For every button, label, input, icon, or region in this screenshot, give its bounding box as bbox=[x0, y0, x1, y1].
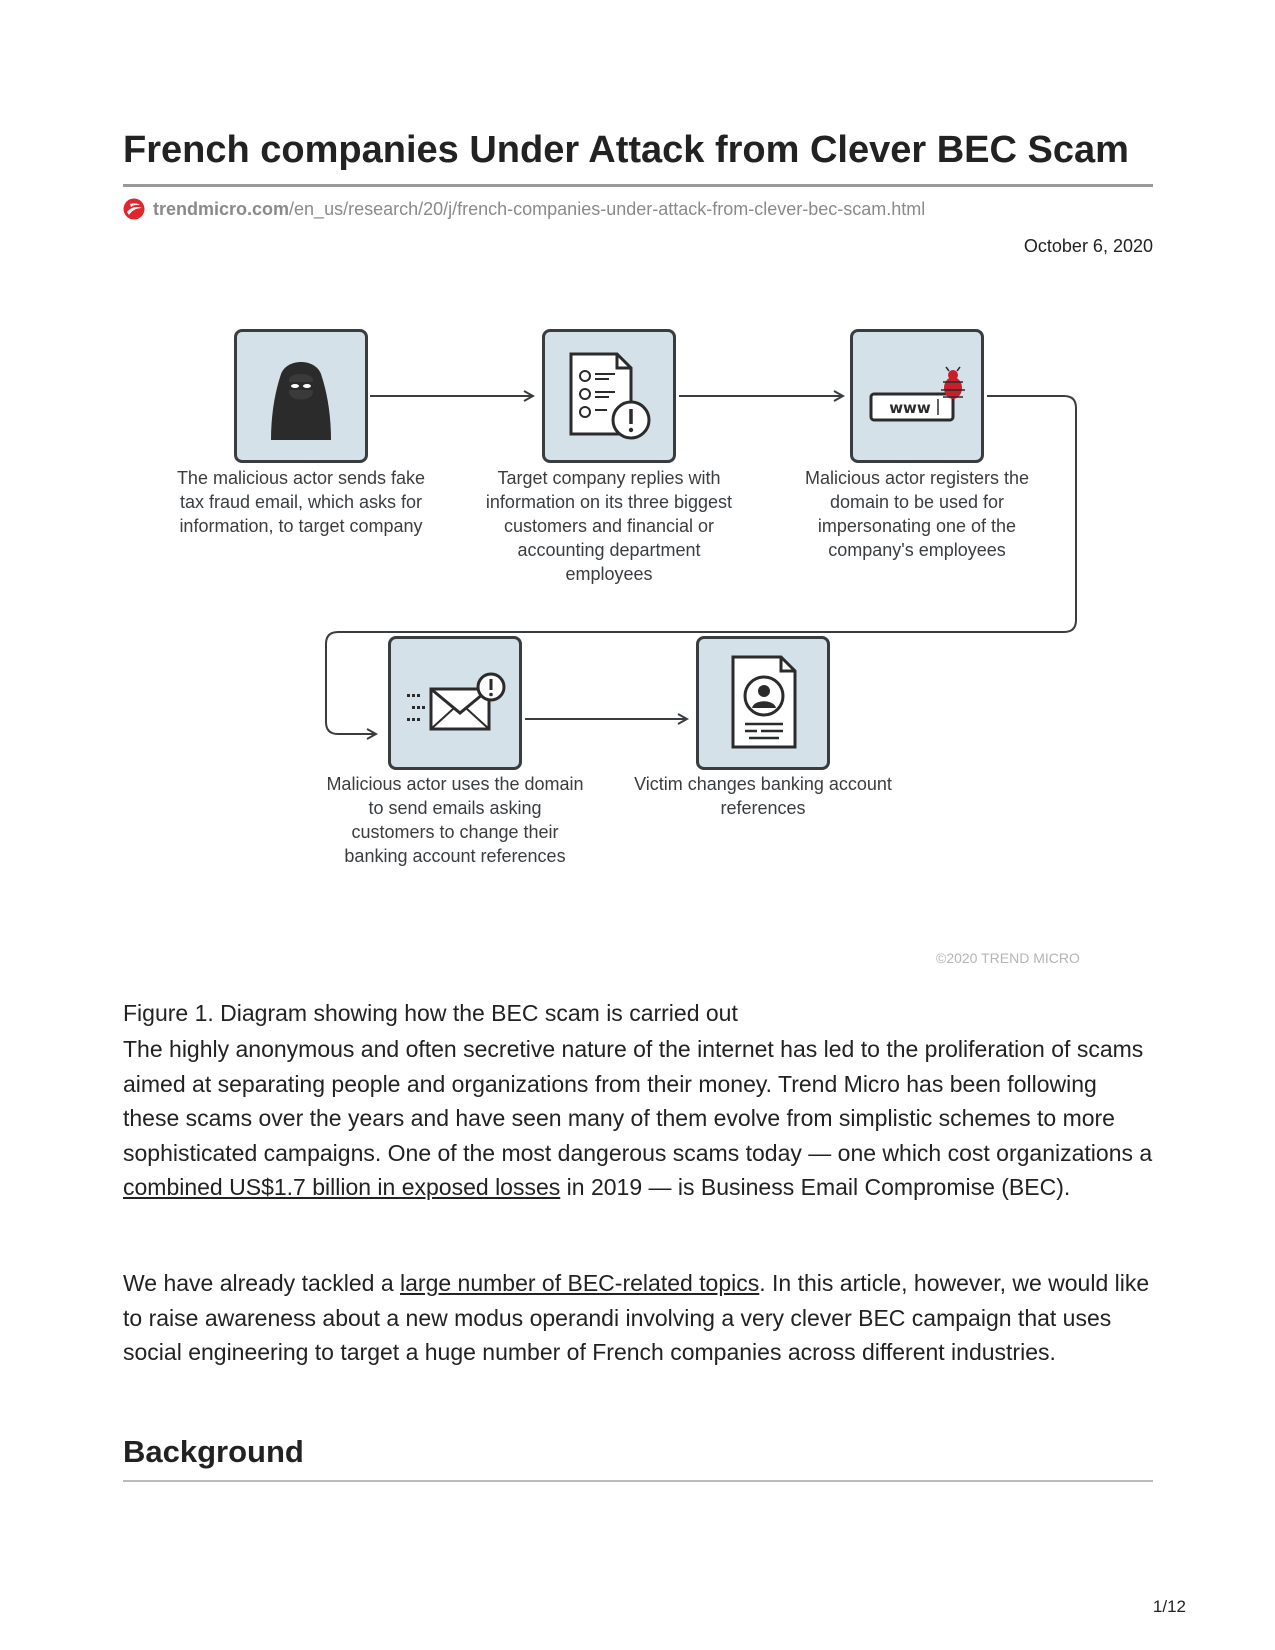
source-url[interactable] bbox=[123, 196, 925, 222]
section-divider bbox=[123, 1480, 1153, 1482]
bec-losses-link[interactable]: combined US$1.7 billion in exposed losses bbox=[123, 1174, 561, 1200]
step-3-caption: Malicious actor registers the domain to be used for impersonating one of the company's employees bbox=[804, 468, 1030, 560]
article-purpose-paragraph: We have already tackled a large number of BEC-related topics. In this article, however, we would like to raise awareness about a new modus operandi involving a very clever BEC campaign that uses social engineering to target a huge number of French companies across different industries. bbox=[123, 1270, 1150, 1365]
profile-document-icon bbox=[699, 639, 827, 767]
url-domain: trendmicro.com bbox=[153, 198, 290, 219]
figure-caption: Figure 1. Diagram showing how the BEC scam is carried out bbox=[123, 1000, 738, 1026]
publish-date: October 6, 2020 bbox=[1023, 236, 1153, 256]
step-1-box bbox=[234, 329, 368, 463]
page-number: 1/12 bbox=[1152, 1597, 1186, 1616]
step-5-caption: Victim changes banking account references bbox=[634, 774, 892, 818]
step-2-caption: Target company replies with information on its three biggest customers and financial or accounting department employees bbox=[485, 468, 733, 584]
step-4-box bbox=[388, 636, 522, 770]
www-bug-icon bbox=[853, 332, 981, 460]
title-divider bbox=[123, 184, 1153, 187]
intro-paragraph: The highly anonymous and often secretive nature of the internet has led to the proliferation of scams aimed at separating people and organizations from their money. Trend Micro has been following these scams over the years and have seen many of them evolve from simplistic schemes to more sophisticated campaigns. One of the most dangerous scams today — one which cost organizations a combined US$1.7 billion in exposed losses in 2019 — is Business Email Compromise (BEC). bbox=[123, 1036, 1153, 1200]
url-path: /en_us/research/20/j/french-companies-under-attack-from-clever-bec-scam.html bbox=[289, 198, 926, 219]
bec-topics-link[interactable]: large number of BEC-related topics bbox=[400, 1270, 760, 1296]
document-alert-icon bbox=[545, 332, 673, 460]
bec-flow-diagram bbox=[0, 330, 1275, 980]
step-3-box bbox=[850, 329, 984, 463]
email-alert-icon bbox=[391, 639, 519, 767]
trend-micro-logo-icon bbox=[123, 198, 145, 220]
hooded-hacker-icon bbox=[237, 332, 365, 460]
step-1-caption: The malicious actor sends fake tax fraud email, which asks for information, to target company bbox=[176, 468, 426, 536]
step-5-box bbox=[696, 636, 830, 770]
step-2-box bbox=[542, 329, 676, 463]
step-4-caption: Malicious actor uses the domain to send emails asking customers to change their banking account references bbox=[326, 774, 584, 866]
figure-copyright: ©2020 TREND MICRO bbox=[936, 950, 1080, 966]
www-label: www bbox=[889, 399, 931, 417]
section-heading-background: Background bbox=[123, 1434, 304, 1469]
page-title: French companies Under Attack from Clever BEC Scam bbox=[123, 129, 1129, 171]
